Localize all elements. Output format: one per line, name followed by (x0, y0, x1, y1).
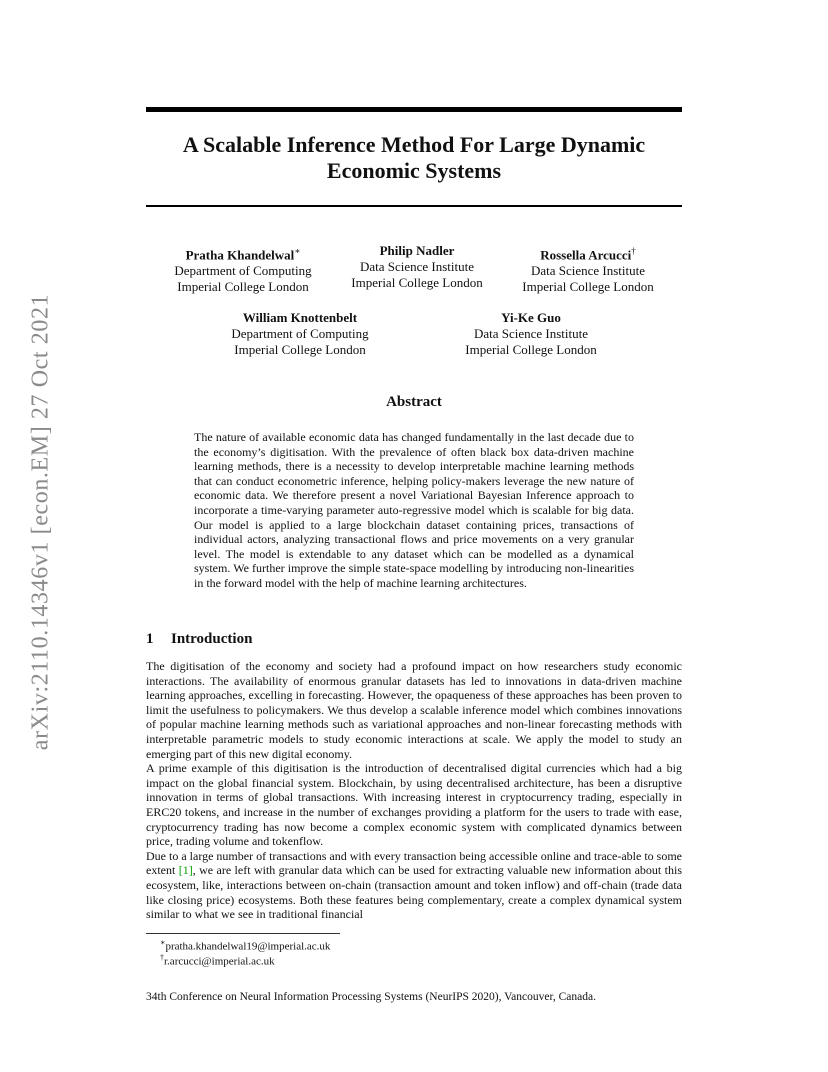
author-department: Data Science Institute (473, 326, 589, 341)
author-block (322, 243, 512, 291)
footnote-mark: † (160, 953, 164, 962)
citation-link[interactable]: [1] (178, 863, 193, 878)
paragraph: A prime example of this digitisation is the introduction of decentralised digital currencies which had a big impact on the global financial system. Blockchain, by using decentralised architecture, has been a disruptive innovation in terms of global transactions. With increasing interest in cryptocurrency trading, especially in ERC20 tokens, and increase in the number of exchanges providing a platform for the users to trade with ease, cryptocurrency trading has now become a complex economic system with complicated dynamics between price, trading volume and tokenflow. (146, 761, 682, 849)
author-name: Philip Nadler (379, 243, 455, 258)
author-department: Department of Computing (231, 326, 369, 341)
author-institution: Imperial College London (351, 275, 483, 290)
paper-title: A Scalable Inference Method For Large Dynamic Economic Systems (182, 132, 646, 183)
author-institution: Imperial College London (522, 279, 654, 295)
conference-footer: 34th Conference on Neural Information Processing Systems (NeurIPS 2020), Vancouver, Canada. (146, 991, 596, 1003)
footnote-email: pratha.khandelwal19@imperial.ac.uk (165, 940, 331, 953)
author-block (493, 243, 683, 295)
arxiv-id-text: arXiv:2110.14346v1 [econ.EM] 27 Oct 2021 (27, 293, 54, 751)
section-number: 1 (146, 631, 154, 647)
author-department: Data Science Institute (530, 263, 646, 279)
title-rule-top (146, 107, 682, 112)
title-rule-bottom (146, 205, 682, 207)
author-name: Rossella Arcucci† (540, 246, 636, 263)
author-institution: Imperial College London (177, 279, 309, 295)
author-institution: Imperial College London (234, 342, 366, 357)
footnote-email: r.arcucci@imperial.ac.uk (164, 955, 275, 968)
author-department: Data Science Institute (359, 259, 475, 274)
author-block (205, 310, 395, 358)
author-block (148, 243, 338, 295)
section-title: Introduction (171, 631, 253, 647)
author-department: Department of Computing (174, 263, 312, 279)
section-heading (146, 631, 252, 648)
footnote-rule (146, 933, 340, 934)
abstract-heading: Abstract (386, 394, 442, 410)
author-name: Yi-Ke Guo (501, 310, 561, 325)
author-institution: Imperial College London (465, 342, 597, 357)
author-footnote-mark: † (631, 246, 636, 256)
author-footnote-mark: ∗ (294, 246, 301, 256)
footnote (160, 951, 275, 969)
paragraph: The digitisation of the economy and society had a profound impact on how researchers study economic interactions. The availability of enormous granular datasets has led to innovations in data-driven machine learning approaches, excelling in forecasting. However, the opaqueness of these approaches has been proven to limit the usefulness to policymakers. We thus develop a scalable inference model which combines innovations of popular machine learning methods such as variational approaches and non-linear forecasting methods with interpretable parametric models to study economic interactions at scale. We apply the model to study an emerging part of this new digital economy. (146, 659, 682, 761)
arxiv-identifier (10, 270, 72, 775)
author-name: William Knottenbelt (242, 310, 358, 325)
introduction-body (146, 659, 682, 922)
abstract-text: The nature of available economic data has changed fundamentally in the last decade due to the economy’s digitisation. With the prevalence of often black box data-driven machine learning methods, there is a necessity to develop interpretable machine learning methods that can conduct econometric inference, helping policy-makers leverage the new nature of economic data. We therefore present a novel Variational Bayesian Inference approach to incorporate a time-varying parameter auto-regressive model which is scalable for big data. Our model is applied to a large blockchain dataset containing prices, transactions of individual actors, analyzing transactional flows and price movements on a very granular level. The model is extendable to any dataset which can be modelled as a dynamical system. We further improve the simple state-space modelling by introducing non-linearities in the forward model with the help of machine learning architectures. (194, 430, 634, 590)
paragraph: Due to a large number of transactions and with every transaction being accessible online and trace-able to some extent [1], we are left with granular data which can be used for extracting valuable new information about this ecosystem, like, interactions between on-chain (transaction amount and token inflow) and off-chain (trade data like closing price) ecosystems. Both these features being complementary, create a complex dynamical system similar to what we see in traditional financial (146, 848, 682, 922)
author-block (436, 310, 626, 358)
author-name: Pratha Khandelwal∗ (185, 246, 301, 263)
footnote-mark: ∗ (160, 938, 166, 947)
